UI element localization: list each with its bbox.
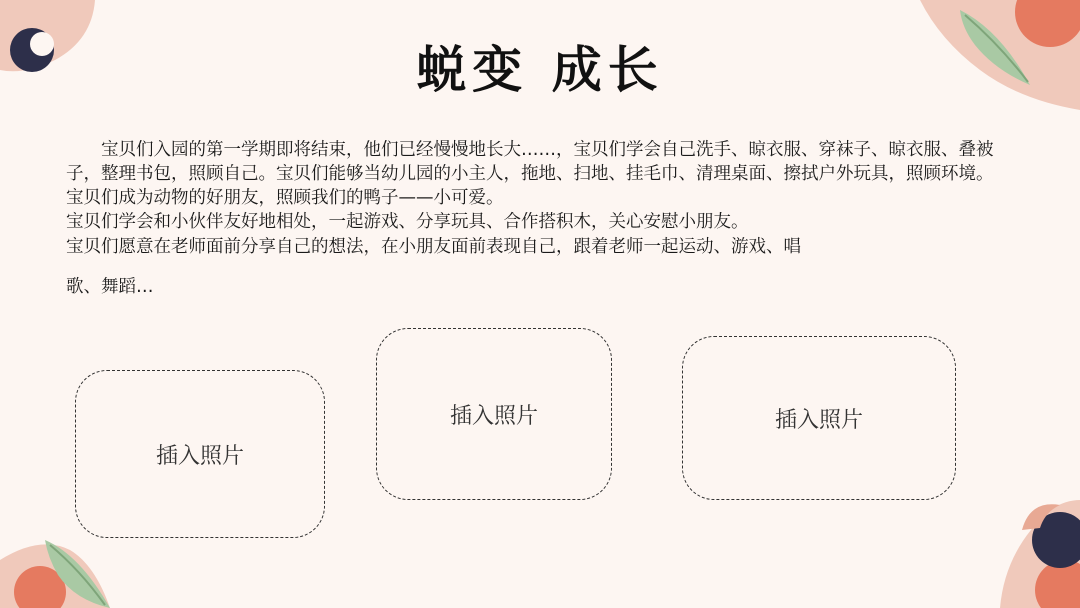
photo-placeholder-1[interactable] (75, 370, 325, 538)
paragraph-2: 宝贝们成为动物的好朋友，照顾我们的鸭子——小可爱。 (66, 188, 504, 208)
photo-placeholder-label: 插入照片 (774, 407, 863, 433)
body-text (66, 138, 1026, 299)
paragraph-4: 宝贝们愿意在老师面前分享自己的想法，在小朋友面前表现自己，跟着老师一起运动、游戏、唱 (66, 237, 801, 257)
photo-placeholder-label: 插入照片 (155, 443, 244, 469)
photo-placeholder-2[interactable] (376, 328, 612, 500)
bottom-right-decoration (960, 490, 1080, 608)
paragraph-1: 宝贝们入园的第一学期即将结束，他们已经慢慢地长大……，宝贝们学会自己洗手、晾衣服、穿袜子、晾衣服、叠被子，整理书包，照顾自己。宝贝们能够当幼儿园的小主人，拖地、扫地、挂毛巾、清理桌面、擦拭户外玩具，照顾环境。 (66, 140, 994, 184)
page-title: 蜕变 成长 (416, 41, 664, 99)
photo-placeholder-3[interactable] (682, 336, 956, 500)
photo-placeholder-label: 插入照片 (449, 403, 538, 429)
paragraph-5: 歌、舞蹈… (66, 277, 154, 297)
paragraph-3: 宝贝们学会和小伙伴友好地相处，一起游戏、分享玩具、合作搭积木，关心安慰小朋友。 (66, 212, 749, 232)
